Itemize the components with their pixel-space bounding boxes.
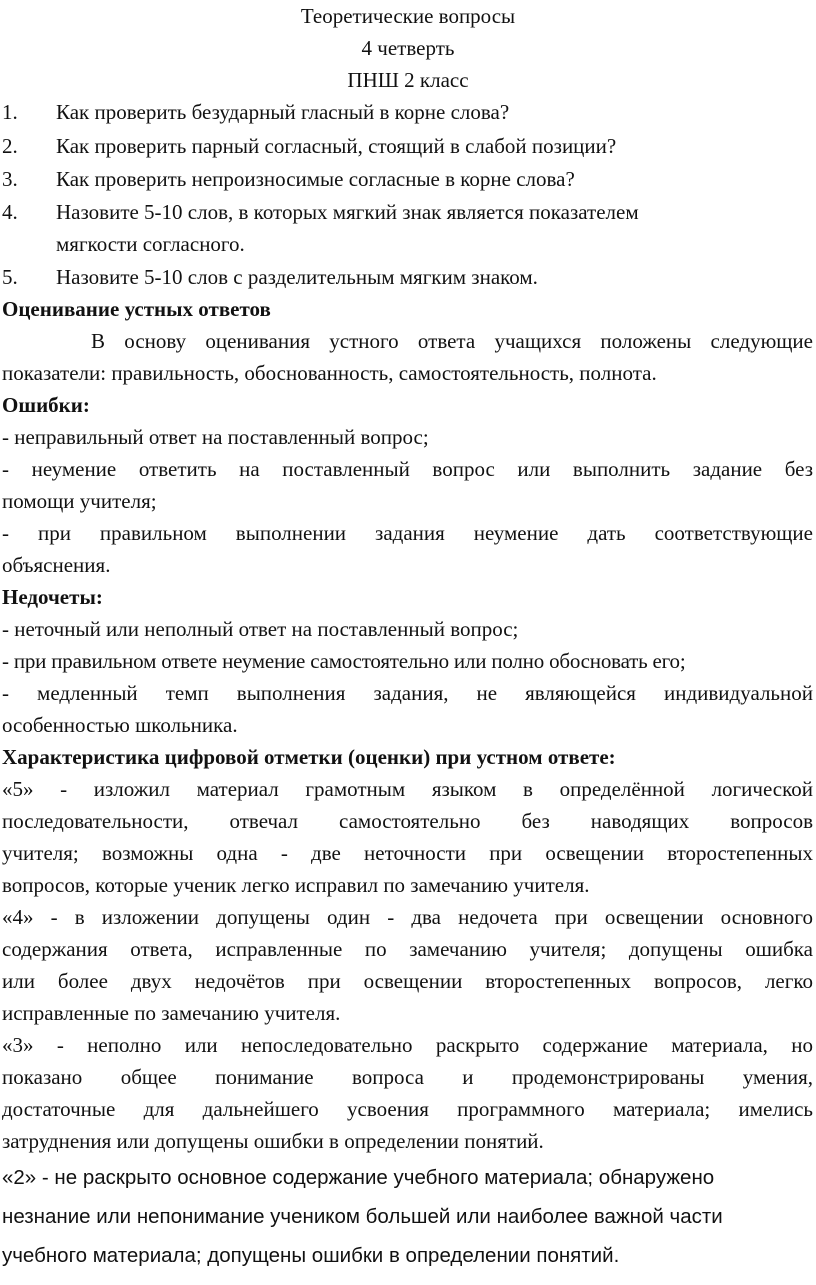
- assessment-paragraph-line: показатели: правильность, обоснованность, самостоятельность, полнота.: [2, 361, 657, 385]
- doc-title: Теоретические вопросы: [300, 4, 516, 28]
- grade-5-line: учителя; возможны одна - две неточности при освещении второстепенных: [2, 841, 813, 865]
- grade-4-line: исправленные по замечанию учителя.: [2, 1001, 341, 1025]
- grade-5-line: последовательности, отвечал самостоятельно без наводящих вопросов: [2, 809, 813, 833]
- grade-3-line: достаточные для дальнейшего усвоения программного материала; имелись: [2, 1097, 813, 1121]
- grade-2-line: учебного материала; допущены ошибки в определении понятий.: [2, 1244, 620, 1267]
- errors-line: - неумение ответить на поставленный вопрос или выполнить задание без: [2, 457, 813, 481]
- question-text: Назовите 5-10 слов, в которых мягкий знак является показателем: [56, 200, 639, 224]
- errors-heading: Ошибки:: [2, 393, 90, 417]
- question-text: Назовите 5-10 слов с разделительным мягким знаком.: [56, 265, 538, 289]
- grade-4-line: или более двух недочётов при освещении второстепенных вопросов, легко: [2, 969, 813, 993]
- grade-4-line: «4» - в изложении допущены один - два недочета при освещении основного: [2, 905, 813, 929]
- grade-4-line: содержания ответа, исправленные по замечанию учителя; допущены ошибка: [2, 937, 813, 961]
- shortcomings-line: - при правильном ответе неумение самостоятельно или полно обосновать его;: [2, 649, 686, 673]
- question-text: мягкости согласного.: [56, 232, 245, 256]
- grade-5-line: «5» - изложил материал грамотным языком в определённой логической: [2, 777, 813, 801]
- grade-2-line: «2» - не раскрыто основное содержание учебного материала; обнаружено: [2, 1166, 715, 1189]
- grade-3-line: показано общее понимание вопроса и продемонстрированы умения,: [2, 1065, 813, 1089]
- question-text: Как проверить безударный гласный в корне слова?: [56, 100, 510, 124]
- grade-3-line: затруднения или допущены ошибки в определении понятий.: [2, 1129, 544, 1153]
- shortcomings-line: - медленный темп выполнения задания, не являющейся индивидуальной: [2, 681, 813, 705]
- doc-class: ПНШ 2 класс: [347, 68, 469, 92]
- question-number: 1.: [2, 100, 18, 124]
- question-number: 5.: [2, 265, 18, 289]
- question-number: 4.: [2, 200, 18, 224]
- shortcomings-line: - неточный или неполный ответ на поставленный вопрос;: [2, 617, 519, 641]
- grades-heading: Характеристика цифровой отметки (оценки) при устном ответе:: [2, 745, 616, 769]
- errors-line: - при правильном выполнении задания неумение дать соответствующие: [2, 521, 813, 545]
- errors-line: помощи учителя;: [2, 489, 157, 513]
- assessment-paragraph-line: В основу оценивания устного ответа учащихся положены следующие: [91, 329, 813, 353]
- errors-line: - неправильный ответ на поставленный вопрос;: [2, 425, 429, 449]
- question-text: Как проверить непроизносимые согласные в корне слова?: [56, 167, 575, 191]
- errors-line: объяснения.: [2, 553, 111, 577]
- grade-2-line: незнание или непонимание учеником большей или наиболее важной части: [2, 1205, 723, 1228]
- grade-5-line: вопросов, которые ученик легко исправил по замечанию учителя.: [2, 873, 590, 897]
- question-number: 3.: [2, 167, 18, 191]
- grade-3-line: «3» - неполно или непоследовательно раскрыто содержание материала, но: [2, 1033, 813, 1057]
- question-text: Как проверить парный согласный, стоящий в слабой позиции?: [56, 134, 617, 158]
- shortcomings-line: особенностью школьника.: [2, 713, 238, 737]
- doc-quarter: 4 четверть: [361, 36, 455, 60]
- question-number: 2.: [2, 134, 18, 158]
- assessment-heading: Оценивание устных ответов: [2, 297, 271, 321]
- shortcomings-heading: Недочеты:: [2, 585, 103, 609]
